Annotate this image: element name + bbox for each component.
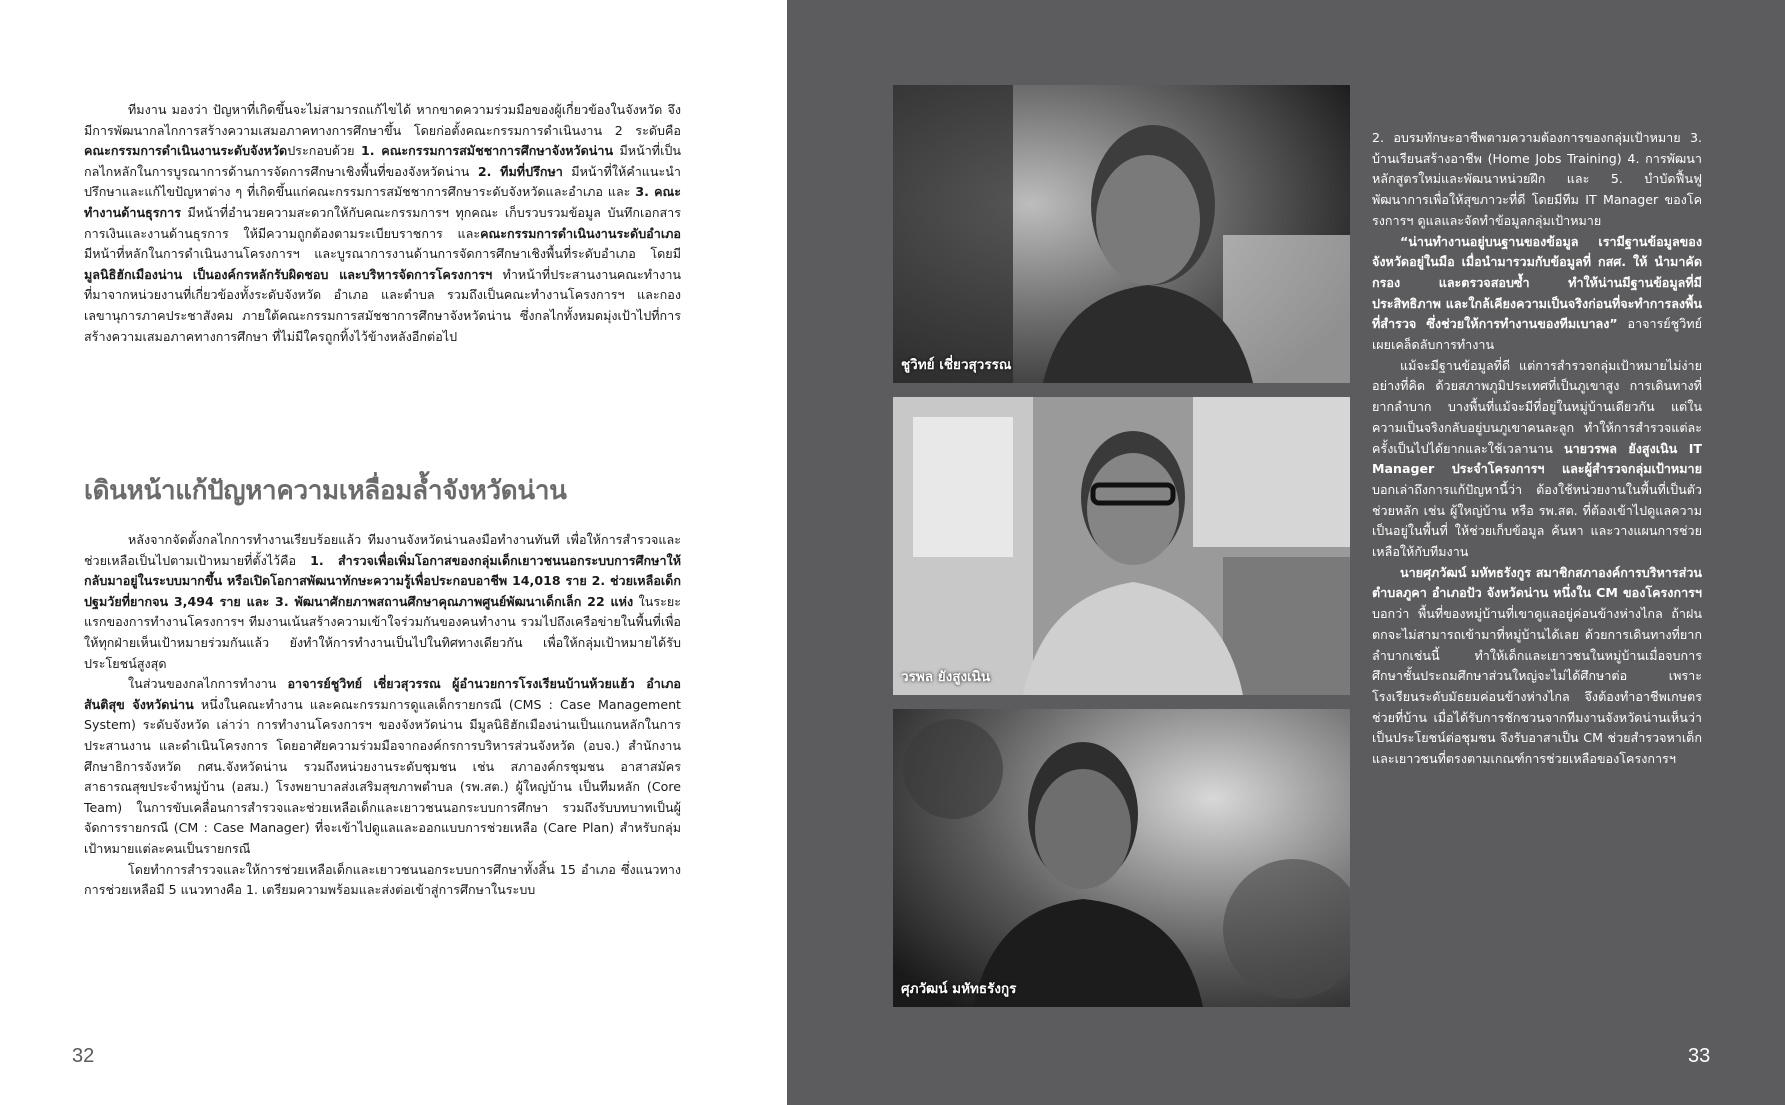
left-page [0,0,787,1105]
bold-text-run: คณะกรรมการดำเนินงานระดับจังหวัด [84,143,288,159]
portrait-image [893,397,1350,695]
text-run: ในส่วนของกลไกการทำงาน [128,676,288,692]
body-paragraph [1372,128,1702,232]
text-run: มีหน้าที่อำนวยความสะดวกให้กับคณะกรรมการฯ ทุกคณะ เก็บรวบรวมข้อมูล บันทึกเอกสารการเงินและงานด้านธุรการ ให้มีความถูกต้องตามระเบียบราชการ และ [84,204,681,241]
text-run: แม้จะมีฐานข้อมูลที่ดี แต่การสำรวจกลุ่มเป้าหมายไม่ง่ายอย่างที่คิด ด้วยสภาพภูมิประเทศที่เป็นภูเขาสูง การเดินทางที่ยากลำบาก บางพื้นที่แม้จะมีที่อยู่ในหมู่บ้านเดียวกัน แต่ในความเป็นจริงกลับอยู่บนภูเขาคนละลูก ทำให้การสำรวจแต่ละครั้งเป็นไปได้ยากและใช้เวลานาน [1372,357,1702,456]
photo-caption: ชูวิทย์ เชี่ยวสุวรรณ [901,357,1012,373]
text-run: มีหน้าที่หลักในการดำเนินงานโครงการฯ และบูรณาการงานด้านการจัดการศึกษาเชิงพื้นที่ระดับอำเภอ โดยมี [84,246,681,262]
text-run: 2. อบรมทักษะอาชีพตามความต้องการของกลุ่มเป้าหมาย 3. บ้านเรียนสร้างอาชีพ (Home Jobs Training) 4. การพัฒนาหลักสูตรใหม่และพัฒนาหน่วยฝึก และ 5. บำบัดฟื้นฟูพัฒนาการเพื่อให้สุขภาวะที่ดี โดยมีทีม IT Manager ของโครงการฯ ดูแลและจัดทำข้อมูลกลุ่มเป้าหมาย [1372,130,1702,228]
text-run: ทีมงาน มองว่า ปัญหาที่เกิดขึ้นจะไม่สามารถแก้ไขได้ หากขาดความร่วมมือของผู้เกี่ยวข้องในจังหวัด จึงมีการพัฒนากลไกการสร้างความเสมอภาคทางการศึกษาขึ้น โดยก่อตั้งคณะกรรมการดำเนินงาน 2 ระดับคือ [84,102,681,138]
bold-text-run: อาจารย์ชูวิทย์ เชี่ยวสุวรรณ ผู้อำนวยการโรงเรียนบ้านห้วยแฮ้ว อำเภอสันติสุข จังหวัดน่าน [84,676,681,712]
right-text-column [1372,128,1702,770]
bold-text-run: 3. คณะทำงานด้านธุรการ [84,184,681,220]
bold-text-run: มูลนิธิฮักเมืองน่าน เป็นองค์กรหลักรับผิดชอบ และบริหารจัดการโครงการฯ [84,266,493,282]
left-text-block-2 [84,530,681,901]
bold-text-run: 2. ทีมที่ปรึกษา [477,163,563,179]
portrait-photo [893,709,1350,1007]
bold-text-run: คณะกรรมการดำเนินงานระดับอำเภอ [480,225,681,241]
text-run: หลังจากจัดตั้งกลไกการทำงานเรียบร้อยแล้ว ทีมงานจังหวัดน่านลงมือทำงานทันที เพื่อให้การสำรวจและช่วยเหลือเป็นไปตามเป้าหมายที่ตั้งไว้คือ [84,532,681,568]
text-run: หนึ่งในคณะทำงาน และคณะกรรมการดูแลเด็กรายกรณี (CMS : Case Management System) ระดับจังหวัด เล่าว่า การทำงานโครงการฯ ของจังหวัดน่าน มีมูลนิธิฮักเมืองน่านเป็นแกนหลักในการประสานงาน และดำเนินโครงการ โดยอาศัยความร่วมมือจากองค์กรการบริหารส่วนจังหวัด (อบจ.) สำนักงานศึกษาธิการจังหวัด กศน.จังหวัดน่าน รวมถึงหน่วยงานระดับชุมชน เช่น สภาองค์กรชุมชน อาสาสมัครสาธารณสุขประจำหมู่บ้าน (อสม.) โรงพยาบาลส่งเสริมสุขภาพตำบล (รพ.สต.) ผู้ใหญ่บ้าน เป็นทีมหลัก (Core Team) ในการขับเคลื่อนการสำรวจและช่วยเหลือเด็กและเยาวชนนอกระบบการศึกษา รวมถึงรับบทบาทเป็นผู้จัดการรายกรณี (CM : Case Manager) ที่จะเข้าไปดูแลและออกแบบการช่วยเหลือ (Care Plan) สำหรับกลุ่มเป้าหมายแต่ละคนเป็นรายกรณี [84,696,681,856]
text-run: ทำหน้าที่ประสานงานคณะทำงานที่มาจากหน่วยงานที่เกี่ยวข้องทั้งระดับจังหวัด อำเภอ และตำบล รวมถึงเป็นคณะทำงานโครงการฯ และกองเลขานุการภาคประชาสังคม ภายใต้คณะกรรมการสมัชชาการศึกษาจังหวัดน่าน ซึ่งกลไกทั้งหมดมุ่งเป้าไปที่การสร้างความเสมอภาคทางการศึกษา ที่ไม่มีใครถูกทิ้งไว้ข้างหลังอีกต่อไป [84,266,681,344]
text-run: อาจารย์ชูวิทย์ เผยเคล็ดลับการทำงาน [1372,316,1702,353]
bold-text-run: นายศุภวัฒน์ มหัทธรังกูร สมาชิกสภาองค์การบริหารส่วนตำบลภูคา อำเภอปัว จังหวัดน่าน หนึ่งใน CM ของโครงการฯ [1372,564,1702,601]
body-paragraph [1372,356,1702,563]
page-number-right: 33 [1688,1045,1711,1067]
portrait-image [893,85,1350,383]
text-run: โดยทำการสำรวจและให้การช่วยเหลือเด็กและเยาวชนนอกระบบการศึกษาทั้งสิ้น 15 อำเภอ ซึ่งแนวทางการช่วยเหลือมี 5 แนวทางคือ 1. เตรียมความพร้อมและส่งต่อเข้าสู่การศึกษาในระบบ [84,861,681,898]
text-run: มีหน้าที่เป็นกลไกหลักในการบูรณาการด้านการจัดการศึกษาเชิงพื้นที่ของจังหวัดน่าน [84,143,681,179]
body-paragraph [1372,232,1702,356]
bold-text-run: “น่านทำงานอยู่บนฐานของข้อมูล เรามีฐานข้อมูลของจังหวัดอยู่ในมือ เมื่อนำมารวมกับข้อมูลที่ กสศ. ให้ นำมาคัดกรอง และตรวจสอบซ้ำ ทำให้น่านมีฐานข้อมูลที่มีประสิทธิภาพ และใกล้เคียงความเป็นจริงก่อนที่จะทำการลงพื้นที่สำรวจ ซึ่งช่วยให้การทำงานของทีมเบาลง” [1372,233,1702,332]
portrait-photo [893,85,1350,383]
left-text-block-1 [84,100,681,347]
text-run: บอกว่า พื้นที่ของหมู่บ้านที่เขาดูแลอยู่ค่อนข้างห่างไกล ถ้าฝนตกจะไม่สามารถเข้ามาที่หมู่บ้านได้เลย ด้วยการเดินทางที่ยากลำบากเช่นนี้ ทำให้เด็กและเยาวชนในหมู่บ้านเมื่อจบการศึกษาชั้นประถมศึกษาส่วนใหญ่จะไม่ได้ศึกษาต่อ เพราะโรงเรียนระดับมัธยมค่อนข้างห่างไกล จึงต้องทำอาชีพเกษตรช่วยที่บ้าน เมื่อได้รับการชักชวนจากทีมงานจังหวัดน่านเห็นว่าเป็นประโยชน์ต่อชุมชน จึงรับอาสาเป็น CM ช่วยสำรวจหาเด็กและเยาวชนที่ตรงตามเกณฑ์การช่วยเหลือของโครงการฯ [1372,606,1702,767]
photo-caption: วรพล ยังสูงเนิน [901,669,991,685]
portrait-image [893,709,1350,1007]
bold-text-run: 1. สำรวจเพื่อเพิ่มโอกาสของกลุ่มเด็กเยาวชนนอกระบบการศึกษาให้กลับมาอยู่ในระบบมากขึ้น หรือเปิดโอกาสพัฒนาทักษะความรู้เพื่อประกอบอาชีพ 14,018 ราย 2. ช่วยเหลือเด็กปฐมวัยที่ยากจน 3,494 ราย และ 3. พัฒนาศักยภาพสถานศึกษาคุณภาพศูนย์พัฒนาเด็กเล็ก 22 แห่ง [84,552,681,609]
body-paragraph [1372,563,1702,770]
section-heading: เดินหน้าแก้ปัญหาความเหลื่อมล้ำจังหวัดน่าน [84,476,567,506]
body-paragraph [84,530,681,674]
portrait-photo [893,397,1350,695]
photo-caption: ศุภวัฒน์ มหัทธรังกูร [901,981,1017,997]
body-paragraph [84,860,681,901]
text-run: บอกเล่าถึงการแก้ปัญหานี้ว่า ต้องใช้หน่วยงานในพื้นที่เป็นตัวช่วยหลัก เช่น ผู้ใหญ่บ้าน หรือ รพ.สต. ที่ต้องเข้าไปดูแลความเป็นอยู่ในพื้นที่ ให้ช่วยเก็บข้อมูล ค้นหา และวางแผนการช่วยเหลือให้กับทีมงาน [1372,481,1702,560]
text-run: ในระยะแรกของการทำงานโครงการฯ ทีมงานเน้นสร้างความเข้าใจร่วมกันของคนทำงาน รวมไปถึงเครือข่ายในพื้นที่เพื่อให้ทุกฝ่ายเห็นเป้าหมายร่วมกันแล้ว ยังทำให้การทำงานเป็นไปในทิศทางเดียวกัน เพื่อให้กลุ่มเป้าหมายได้รับประโยชน์สูงสุด [84,593,681,671]
bold-text-run: นายวรพล ยังสูงเนิน IT Manager ประจำโครงการฯ และผู้สำรวจกลุ่มเป้าหมาย [1372,440,1702,477]
intro-paragraph [84,100,681,347]
body-paragraph [84,674,681,859]
text-run: มีหน้าที่ให้คำแนะนำ ปรึกษาและแก้ไขปัญหาต่าง ๆ ที่เกิดขึ้นแก่คณะกรรมการสมัชชาการศึกษาระดับจังหวัดและอำเภอ และ [84,163,681,200]
page-number-left: 32 [72,1045,95,1067]
text-run: ประกอบด้วย [287,143,361,159]
bold-text-run: 1. คณะกรรมการสมัชชาการศึกษาจังหวัดน่าน [360,143,614,159]
